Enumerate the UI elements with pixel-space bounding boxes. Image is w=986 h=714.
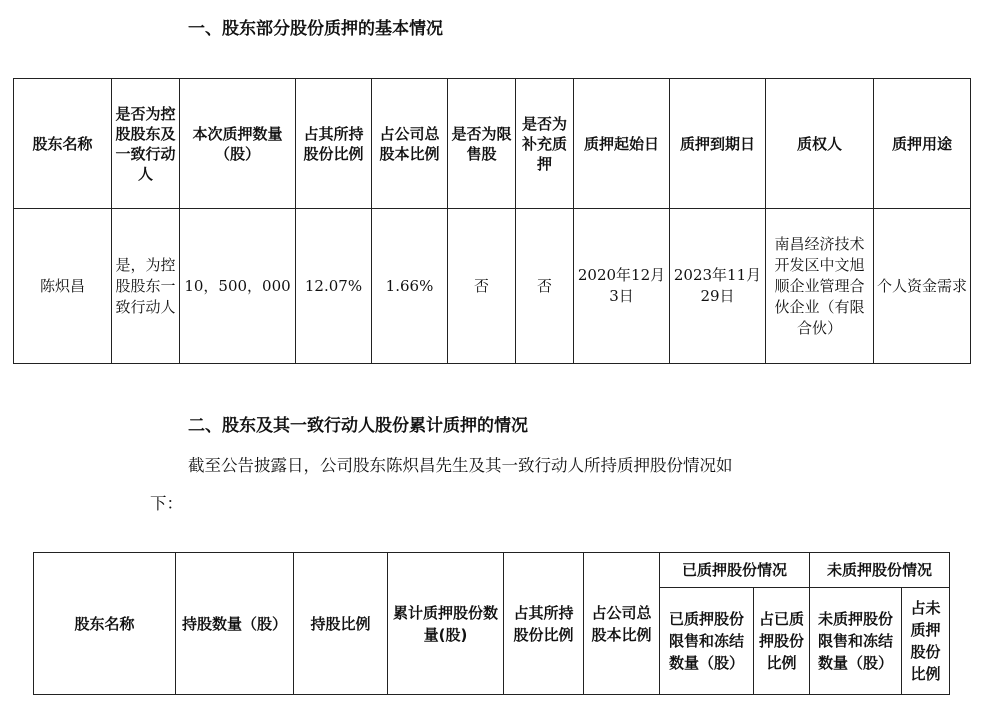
- cell-pledgee: 南昌经济技术开发区中文旭顺企业管理合伙企业（有限合伙）: [766, 209, 874, 364]
- cell-is-supplementary: 否: [516, 209, 574, 364]
- header-ratio-of-total-capital: 占公司总股本比例: [584, 553, 660, 695]
- header-ratio-of-pledged: 占已质押股份比例: [754, 588, 810, 695]
- section2-title: 二、股东及其一致行动人股份累计质押的情况: [188, 416, 528, 436]
- header-end-date: 质押到期日: [670, 79, 766, 209]
- cell-shareholder-name: 陈炽昌: [14, 209, 112, 364]
- header-group-pledged: 已质押股份情况: [660, 553, 810, 588]
- header-pledge-quantity: 本次质押数量（股）: [180, 79, 296, 209]
- header-unpledged-restricted-frozen: 未质押股份限售和冻结数量（股）: [810, 588, 902, 695]
- header-cumulative-pledge-quantity: 累计质押股份数量(股): [388, 553, 504, 695]
- header-ratio-of-total-capital: 占公司总股本比例: [372, 79, 448, 209]
- cell-end-date: 2023年11月29日: [670, 209, 766, 364]
- section1-title: 一、股东部分股份质押的基本情况: [188, 19, 443, 39]
- section2-paragraph-line1: 截至公告披露日，公司股东陈炽昌先生及其一致行动人所持质押股份情况如: [188, 456, 733, 475]
- cumulative-pledge-table: [33, 552, 950, 695]
- cell-is-restricted: 否: [448, 209, 516, 364]
- cell-ratio-of-holdings: 12.07%: [296, 209, 372, 364]
- header-group-unpledged: 未质押股份情况: [810, 553, 950, 588]
- table-row: [14, 209, 971, 364]
- section2-paragraph-line2: 下：: [150, 494, 183, 513]
- header-start-date: 质押起始日: [574, 79, 670, 209]
- header-pledged-restricted-frozen: 已质押股份限售和冻结数量（股）: [660, 588, 754, 695]
- cell-purpose: 个人资金需求: [874, 209, 971, 364]
- header-pledgee: 质权人: [766, 79, 874, 209]
- cell-is-controlling: 是，为控股股东一致行动人: [112, 209, 180, 364]
- table-header-row: [14, 79, 971, 209]
- cell-ratio-of-total-capital: 1.66%: [372, 209, 448, 364]
- header-purpose: 质押用途: [874, 79, 971, 209]
- cell-start-date: 2020年12月3日: [574, 209, 670, 364]
- header-is-controlling: 是否为控股股东及一致行动人: [112, 79, 180, 209]
- header-holding-ratio: 持股比例: [294, 553, 388, 695]
- table-header-row: [34, 553, 950, 588]
- header-ratio-of-holdings: 占其所持股份比例: [296, 79, 372, 209]
- header-shareholder-name: 股东名称: [14, 79, 112, 209]
- header-ratio-of-unpledged: 占未质押股份比例: [902, 588, 950, 695]
- pledge-basic-table: [13, 78, 971, 364]
- header-holding-quantity: 持股数量（股）: [176, 553, 294, 695]
- header-ratio-of-holdings: 占其所持股份比例: [504, 553, 584, 695]
- header-is-restricted: 是否为限售股: [448, 79, 516, 209]
- cell-pledge-quantity: 10，500，000: [180, 209, 296, 364]
- header-shareholder-name: 股东名称: [34, 553, 176, 695]
- header-is-supplementary: 是否为补充质押: [516, 79, 574, 209]
